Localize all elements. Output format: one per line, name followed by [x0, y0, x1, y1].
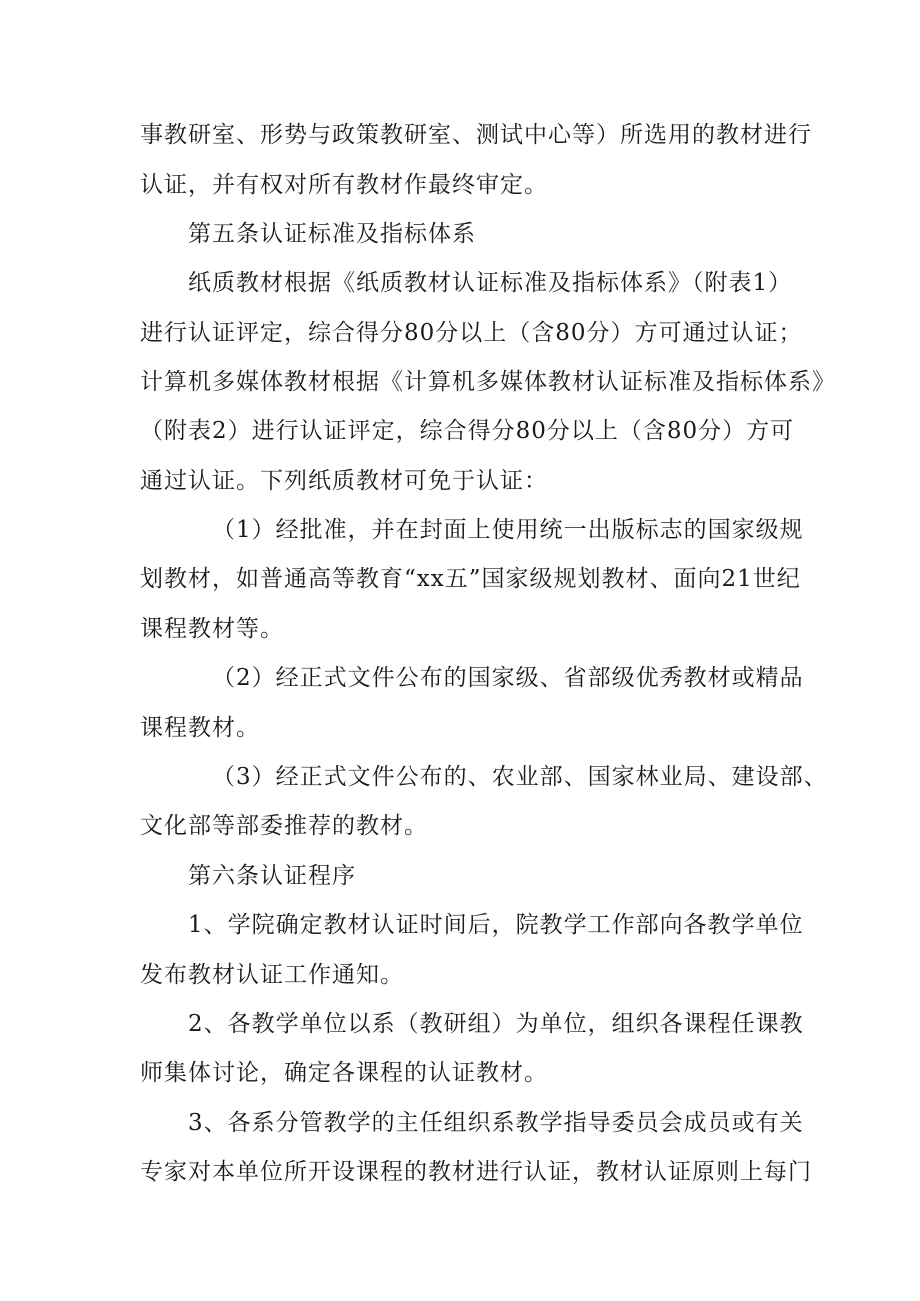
text-line-4: 纸质教材根据《纸质教材认证标准及指标体系》（附表1） [188, 270, 793, 296]
list-item-2-line-1: （2）经正式文件公布的国家级、省部级优秀教材或精品 [212, 665, 804, 691]
list-item-1-line-1: （1）经批准，并在封面上使用统一出版标志的国家级规 [212, 517, 804, 543]
text-line-7: （附表2）进行认证评定，综合得分80分以上（含80分）方可 [140, 418, 795, 444]
text-line-8: 通过认证。下列纸质教材可免于认证： [140, 468, 548, 494]
list-item-3-line-2: 文化部等部委推荐的教材。 [140, 813, 428, 839]
text-line-5: 进行认证评定，综合得分80分以上（含80分）方可通过认证； [140, 320, 803, 346]
step-3-line-2: 专家对本单位所开设课程的教材进行认证，教材认证原则上每门 [140, 1159, 812, 1185]
list-item-1-line-3: 课程教材等。 [140, 616, 284, 642]
text-line-1: 事教研室、形势与政策教研室、测试中心等）所选用的教材进行 [140, 122, 812, 148]
step-1-line-1: 1、学院确定教材认证时间后，院教学工作部向各教学单位 [188, 912, 804, 938]
text-line-2: 认证，并有权对所有教材作最终审定。 [140, 172, 548, 198]
list-item-1-line-2: 划教材，如普通高等教育“xx五”国家级规划教材、面向21世纪 [140, 566, 801, 592]
list-item-3-line-1: （3）经正式文件公布的、农业部、国家林业局、建设部、 [212, 764, 828, 790]
section-heading-6: 第六条认证程序 [188, 863, 356, 889]
section-heading-5: 第五条认证标准及指标体系 [188, 221, 476, 247]
step-2-line-1: 2、各教学单位以系（教研组）为单位，组织各课程任课教 [188, 1011, 804, 1037]
step-1-line-2: 发布教材认证工作通知。 [140, 962, 404, 988]
step-3-line-1: 3、各系分管教学的主任组织系教学指导委员会成员或有关 [188, 1110, 804, 1136]
step-2-line-2: 师集体讨论，确定各课程的认证教材。 [140, 1060, 548, 1086]
text-line-6: 计算机多媒体教材根据《计算机多媒体教材认证标准及指标体系》 [140, 369, 836, 395]
list-item-2-line-2: 课程教材。 [140, 715, 260, 741]
